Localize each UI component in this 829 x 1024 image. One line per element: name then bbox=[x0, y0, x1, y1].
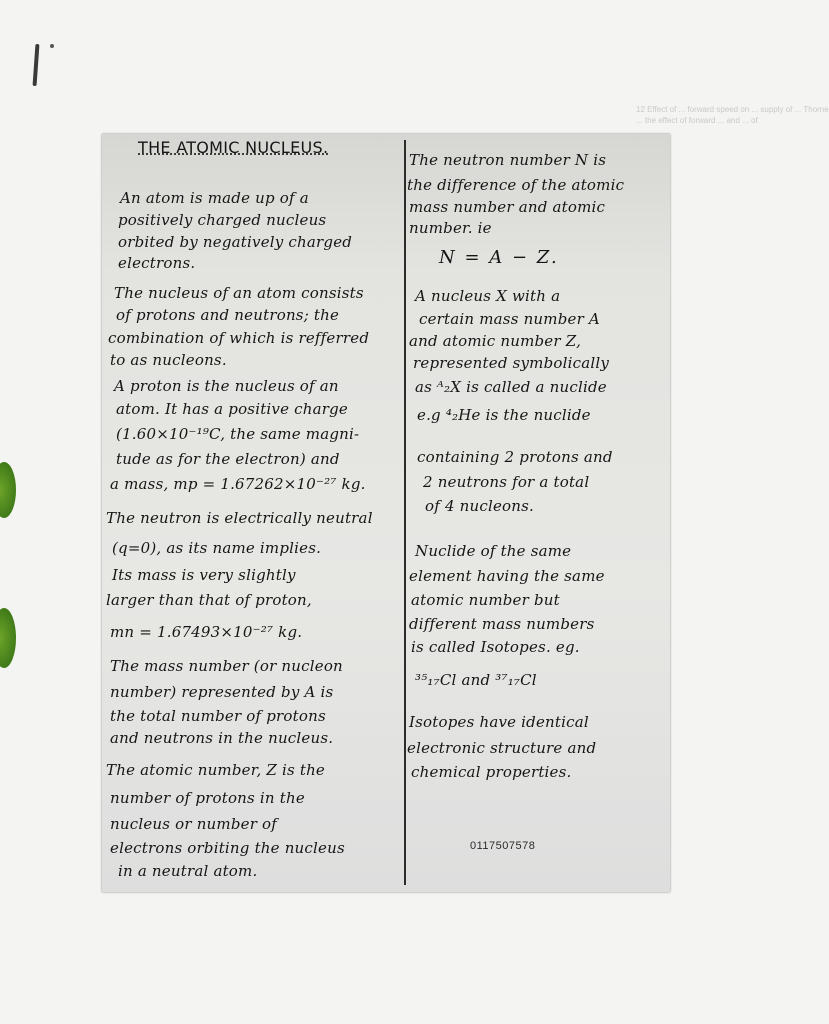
notes-line: The neutron number N is bbox=[409, 151, 607, 169]
bleed-through-line: 12 Effect of ... forward speed on ... supply of ... Thorne bbox=[636, 105, 829, 114]
notes-line: 2 neutrons for a total bbox=[423, 473, 590, 491]
column-divider bbox=[404, 140, 406, 885]
notes-line: a mass, mp = 1.67262×10⁻²⁷ kg. bbox=[110, 475, 366, 493]
notes-line: An atom is made up of a bbox=[120, 189, 309, 207]
notes-line: to as nucleons. bbox=[110, 351, 227, 369]
notes-line: mass number and atomic bbox=[409, 198, 606, 216]
notes-line: atomic number but bbox=[411, 591, 560, 609]
notes-line: mn = 1.67493×10⁻²⁷ kg. bbox=[110, 623, 303, 641]
notes-line: e.g ⁴₂He is the nuclide bbox=[417, 406, 591, 424]
notes-line: The mass number (or nucleon bbox=[110, 657, 343, 675]
notes-line: combination of which is refferred bbox=[108, 329, 370, 347]
notes-line: is called Isotopes. eg. bbox=[411, 638, 580, 656]
handwritten-notes-sheet bbox=[102, 134, 670, 892]
neutron-number-equation: N = A − Z. bbox=[439, 247, 559, 268]
notes-line: nucleus or number of bbox=[110, 815, 278, 833]
notes-line: of 4 nucleons. bbox=[425, 497, 535, 515]
notes-line: The neutron is electrically neutral bbox=[106, 509, 373, 527]
notes-line: Isotopes have identical bbox=[409, 713, 589, 731]
notes-line: number) represented by A is bbox=[110, 683, 334, 701]
notes-line: atom. It has a positive charge bbox=[116, 400, 348, 418]
plant-leaf-bottom bbox=[0, 608, 16, 668]
notes-line: electrons. bbox=[118, 254, 196, 272]
isotope-examples: ³⁵₁₇Cl and ³⁷₁₇Cl bbox=[415, 671, 537, 689]
notes-line: the total number of protons bbox=[110, 707, 326, 725]
bleed-through-text bbox=[636, 104, 829, 126]
notes-line: the difference of the atomic bbox=[407, 176, 625, 194]
notes-line: A nucleus X with a bbox=[415, 287, 561, 305]
notes-line: certain mass number A bbox=[419, 310, 600, 328]
plant-leaf-top bbox=[0, 462, 16, 518]
notes-line: Nuclide of the same bbox=[415, 542, 572, 560]
notes-line: orbited by negatively charged bbox=[118, 233, 353, 251]
notes-line: The nucleus of an atom consists bbox=[114, 284, 364, 302]
staple-mark bbox=[33, 44, 40, 86]
notes-title: THE ATOMIC NUCLEUS. bbox=[138, 138, 329, 157]
staple-dot bbox=[50, 44, 54, 48]
notes-line: electrons orbiting the nucleus bbox=[110, 839, 345, 857]
notes-line: number. ie bbox=[409, 219, 492, 237]
notes-line: (q=0), as its name implies. bbox=[112, 539, 322, 557]
notes-line: The atomic number, Z is the bbox=[106, 761, 326, 779]
notes-line: Its mass is very slightly bbox=[112, 566, 296, 584]
notes-line: A proton is the nucleus of an bbox=[114, 377, 339, 395]
notes-line: represented symbolically bbox=[413, 354, 610, 372]
notes-line: containing 2 protons and bbox=[417, 448, 613, 466]
phone-number: 0117507578 bbox=[470, 840, 536, 852]
notes-line: tude as for the electron) and bbox=[116, 450, 340, 468]
notes-line: and atomic number Z, bbox=[409, 332, 582, 350]
notes-line: and neutrons in the nucleus. bbox=[110, 729, 334, 747]
notes-line: in a neutral atom. bbox=[118, 862, 258, 880]
notes-line: positively charged nucleus bbox=[118, 211, 327, 229]
notes-line: as ᴬ₂X is called a nuclide bbox=[415, 378, 607, 396]
notes-line: number of protons in the bbox=[110, 789, 305, 807]
notes-line: larger than that of proton, bbox=[106, 591, 312, 609]
notes-line: different mass numbers bbox=[409, 615, 595, 633]
notes-line: (1.60×10⁻¹⁹C, the same magni- bbox=[116, 425, 360, 443]
notes-line: of protons and neutrons; the bbox=[116, 306, 340, 324]
notes-line: element having the same bbox=[409, 567, 605, 585]
notes-line: chemical properties. bbox=[411, 763, 572, 781]
notes-line: electronic structure and bbox=[407, 739, 597, 757]
bleed-through-line: ... the effect of forward ... and ... of bbox=[636, 116, 758, 125]
